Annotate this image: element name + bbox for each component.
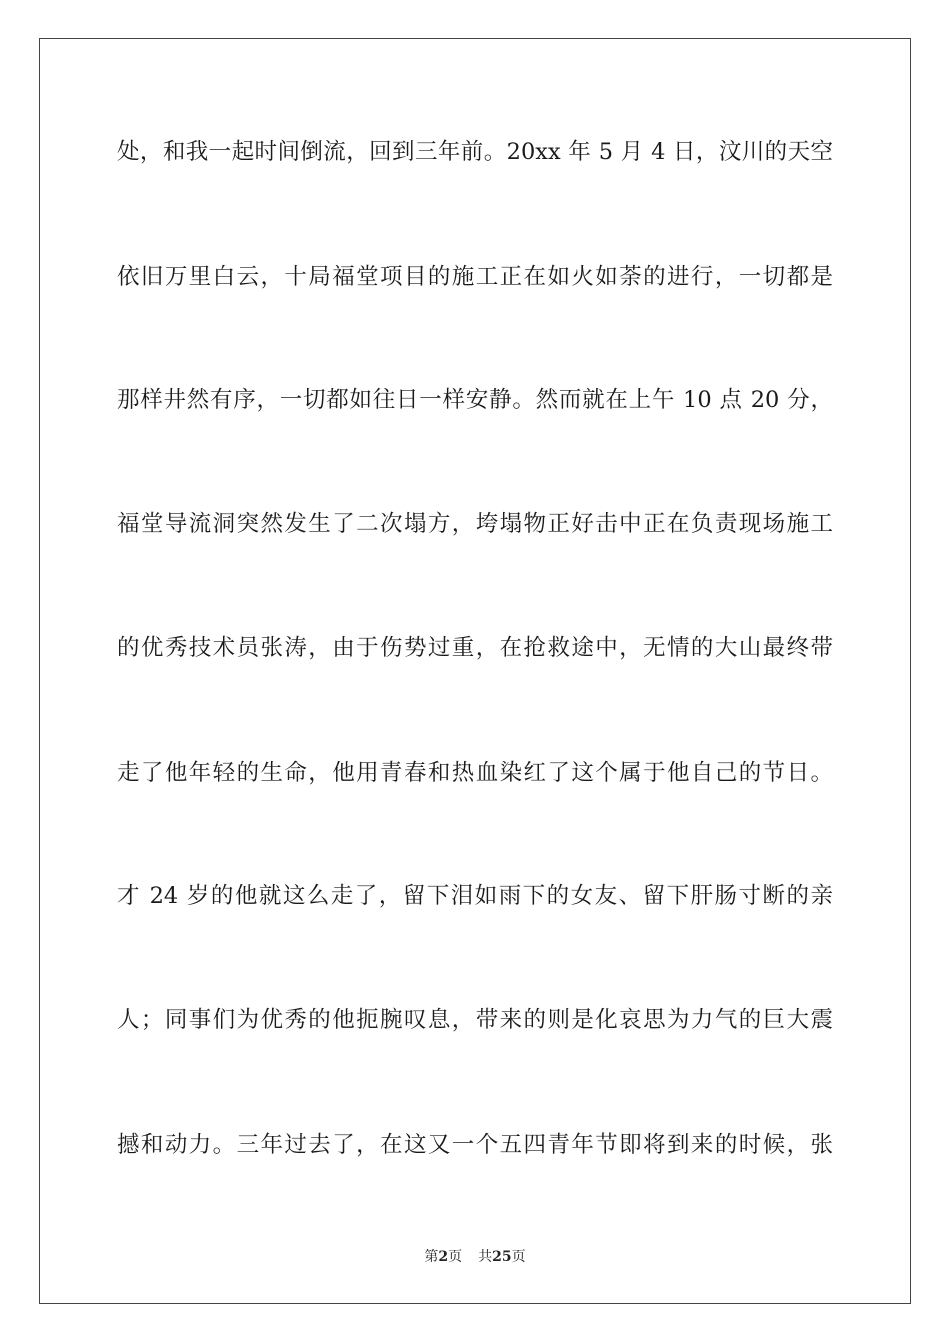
footer-page-suffix: 页 [448, 1249, 463, 1265]
body-text-line-7: 才 24 岁的他就这么走了，留下泪如雨下的女友、留下肝肠寸断的亲 [117, 883, 833, 909]
page-footer [0, 1248, 950, 1266]
body-text-line-9: 撼和动力。三年过去了，在这又一个五四青年节即将到来的时候，张 [117, 1132, 833, 1158]
body-text-line-2: 依旧万里白云，十局福堂项目的施工正在如火如荼的进行，一切都是 [117, 264, 833, 290]
footer-page-prefix: 第 [424, 1249, 439, 1265]
page-border [39, 38, 911, 1304]
body-text-line-5: 的优秀技术员张涛，由于伤势过重，在抢救途中，无情的大山最终带 [117, 635, 833, 661]
footer-total-pages: 25 [492, 1249, 512, 1265]
body-text-line-3: 那样井然有序，一切都如往日一样安静。然而就在上午 10 点 20 分， [117, 387, 833, 413]
body-text-line-1: 处，和我一起时间倒流，回到三年前。20xx 年 5 月 4 日，汶川的天空 [117, 139, 833, 165]
footer-page-number: 2 [438, 1249, 449, 1265]
body-text-line-4: 福堂导流洞突然发生了二次塌方，垮塌物正好击中正在负责现场施工 [117, 511, 833, 537]
body-text-line-8: 人；同事们为优秀的他扼腕叹息，带来的则是化哀思为力气的巨大震 [117, 1007, 833, 1033]
footer-total-suffix: 页 [511, 1249, 526, 1265]
footer-total-prefix: 共 [478, 1249, 493, 1265]
body-text-line-6: 走了他年轻的生命，他用青春和热血染红了这个属于他自己的节日。 [117, 760, 833, 786]
